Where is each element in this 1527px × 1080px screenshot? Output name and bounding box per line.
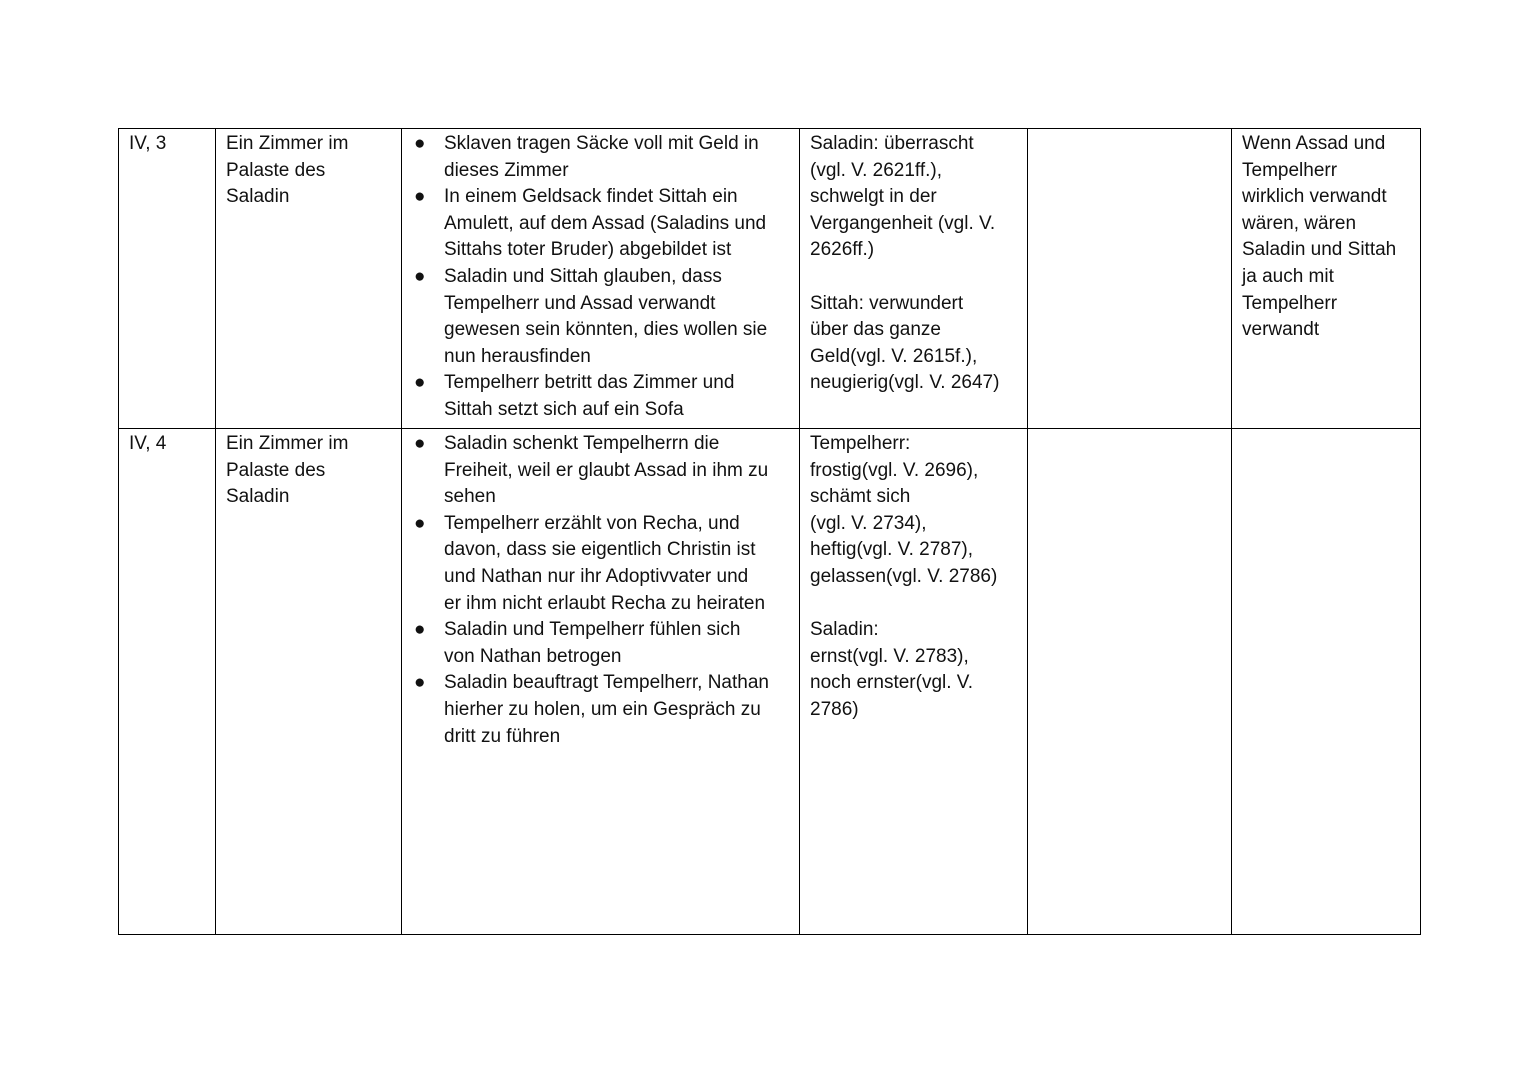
character-line: über das ganze	[810, 319, 941, 341]
event-line: Freiheit, weil er glaubt Assad in ihm zu	[444, 459, 769, 481]
event-line: davon, dass sie eigentlich Christin ist	[444, 539, 756, 561]
event-item	[412, 131, 789, 184]
character-line: Saladin:	[810, 619, 879, 641]
event-line: Tempelherr betritt das Zimmer und	[444, 372, 735, 394]
event-item	[412, 370, 789, 423]
scene-analysis-table	[118, 128, 1421, 935]
scene-cell: IV, 4	[119, 429, 216, 935]
character-line: ernst(vgl. V. 2783),	[810, 645, 969, 667]
event-item	[412, 264, 789, 370]
event-line: Sittahs toter Bruder) abgebildet ist	[444, 239, 732, 261]
bullet-icon: ●	[414, 512, 426, 534]
paragraph-gap	[810, 591, 1017, 618]
location-line: Saladin	[226, 186, 290, 208]
characters-cell	[800, 429, 1028, 935]
character-line: Saladin: überrascht	[810, 133, 974, 154]
events-cell	[402, 129, 800, 429]
note-line: wirklich verwandt	[1242, 186, 1387, 208]
bullet-icon: ●	[414, 133, 426, 154]
events-cell	[402, 429, 800, 935]
character-line: frostig(vgl. V. 2696),	[810, 459, 979, 481]
event-line: Tempelherr und Assad verwandt	[444, 292, 716, 314]
location-cell	[216, 129, 402, 429]
location-line: Palaste des	[226, 459, 326, 481]
event-line: dritt zu führen	[444, 725, 561, 747]
note-line: wären, wären	[1242, 212, 1357, 234]
event-line: hierher zu holen, um ein Gespräch zu	[444, 698, 761, 720]
bullet-icon: ●	[414, 186, 426, 208]
note-line: Tempelherr	[1242, 159, 1338, 181]
bullet-icon: ●	[414, 672, 426, 694]
bullet-icon: ●	[414, 265, 426, 287]
empty-cell	[1028, 129, 1232, 429]
event-line: gewesen sein könnten, dies wollen sie	[444, 319, 768, 341]
event-line: In einem Geldsack findet Sittah ein	[444, 186, 738, 208]
character-line: schwelgt in der	[810, 186, 937, 208]
character-line: gelassen(vgl. V. 2786)	[810, 565, 998, 587]
notes-cell	[1232, 129, 1421, 429]
event-line: und Nathan nur ihr Adoptivvater und	[444, 565, 749, 587]
event-line: Tempelherr erzählt von Recha, und	[444, 512, 740, 534]
event-line: Sittah setzt sich auf ein Sofa	[444, 398, 684, 420]
event-item	[412, 184, 789, 264]
scene-cell: IV, 3	[119, 129, 216, 429]
event-line: Saladin und Tempelherr fühlen sich	[444, 619, 741, 641]
event-line: Sklaven tragen Säcke voll mit Geld in	[444, 133, 759, 154]
event-line: er ihm nicht erlaubt Recha zu heiraten	[444, 592, 766, 614]
characters-cell	[800, 129, 1028, 429]
character-line: (vgl. V. 2734),	[810, 512, 927, 534]
event-item	[412, 511, 789, 617]
event-line: Saladin schenkt Tempelherrn die	[444, 433, 720, 454]
character-line: 2626ff.)	[810, 239, 875, 261]
event-item	[412, 617, 789, 670]
character-line: Tempelherr:	[810, 433, 911, 454]
note-line: verwandt	[1242, 319, 1320, 341]
notes-cell	[1232, 429, 1421, 935]
events-list	[412, 431, 789, 750]
events-list	[412, 131, 789, 424]
character-line: neugierig(vgl. V. 2647)	[810, 372, 1000, 394]
bullet-icon: ●	[414, 372, 426, 394]
character-line: heftig(vgl. V. 2787),	[810, 539, 974, 561]
empty-cell	[1028, 429, 1232, 935]
note-line: Saladin und Sittah	[1242, 239, 1397, 261]
location-line: Ein Zimmer im	[226, 433, 349, 454]
character-line: 2786)	[810, 698, 859, 720]
event-line: nun herausfinden	[444, 345, 591, 367]
event-line: von Nathan betrogen	[444, 645, 622, 667]
character-line: schämt sich	[810, 486, 911, 508]
character-line: (vgl. V. 2621ff.),	[810, 159, 943, 181]
note-line: ja auch mit	[1242, 265, 1334, 287]
location-cell	[216, 429, 402, 935]
paragraph-gap	[810, 264, 1017, 291]
location-line: Ein Zimmer im	[226, 133, 349, 154]
event-line: Amulett, auf dem Assad (Saladins und	[444, 212, 767, 234]
event-item	[412, 670, 789, 750]
table-row	[119, 129, 1421, 429]
character-line: Sittah: verwundert	[810, 292, 964, 314]
location-line: Saladin	[226, 486, 290, 508]
note-line: Wenn Assad und	[1242, 133, 1386, 154]
event-item	[412, 431, 789, 511]
bullet-icon: ●	[414, 619, 426, 641]
event-line: dieses Zimmer	[444, 159, 569, 181]
bullet-icon: ●	[414, 433, 426, 454]
character-line: Geld(vgl. V. 2615f.),	[810, 345, 978, 367]
character-line: Vergangenheit (vgl. V.	[810, 212, 996, 234]
character-line: noch ernster(vgl. V.	[810, 672, 973, 694]
note-line: Tempelherr	[1242, 292, 1338, 314]
event-line: Saladin beauftragt Tempelherr, Nathan	[444, 672, 769, 694]
table-row	[119, 429, 1421, 935]
event-line: Saladin und Sittah glauben, dass	[444, 265, 722, 287]
event-line: sehen	[444, 486, 496, 508]
location-line: Palaste des	[226, 159, 326, 181]
